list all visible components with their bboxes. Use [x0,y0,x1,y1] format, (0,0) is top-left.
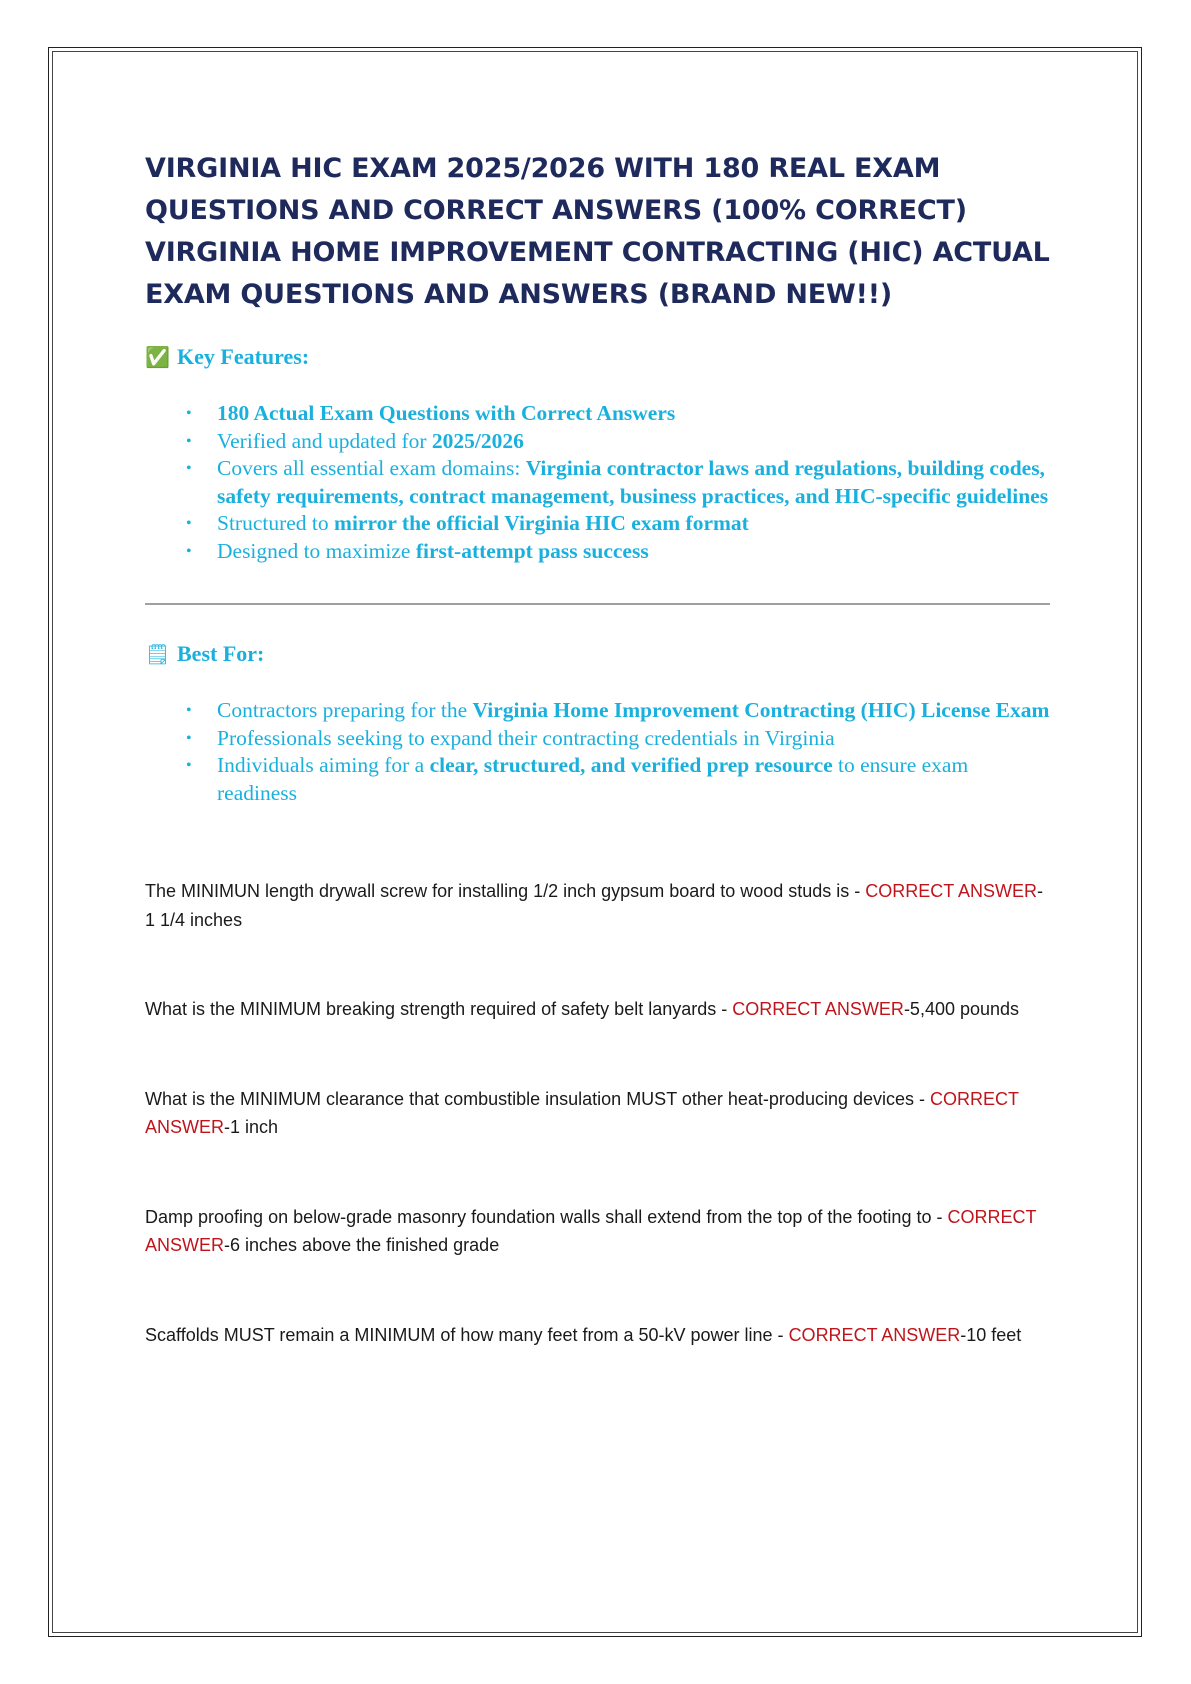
qa-item [145,877,1050,934]
list-item: • 180 Actual Exam Questions with Correct Answers [217,400,1050,428]
check-icon: ✅ [145,345,170,369]
answer-text: -1 1/4 inches [145,881,1043,930]
answer-text: -5,400 pounds [903,999,1020,1019]
list-item: • Covers all essential exam domains: Virginia contractor laws and regulations, building codes, safety requirements, contract management, business practices, and HIC-specific guidelines [186,456,1049,508]
list-item: • Contractors preparing for the Virginia Home Improvement Contracting (HIC) License Exam [217,697,1050,725]
qa-item [145,1203,1050,1260]
bullet-icon: • [186,542,192,560]
qa-item [145,1321,1050,1350]
correct-answer-label: CORRECT ANSWER [145,1088,1019,1137]
question-text: What is the MINIMUM breaking strength required of safety belt lanyards - [145,999,733,1019]
bullet-icon: • [186,757,192,774]
best-for-heading [145,641,1050,667]
question-text: The MINIMUN length drywall screw for installing 1/2 inch gypsum board to wood studs is - [145,881,866,901]
bullet-icon: • [186,432,192,450]
question-text: Scaffolds MUST remain a MINIMUM of how many feet from a 50-kV power line - [145,1324,789,1345]
key-features-heading [145,344,1050,370]
best-for-label: Best For: [177,641,265,666]
answer-text: -1 inch [224,1117,279,1137]
list-item: • Professionals seeking to expand their contracting credentials in Virginia [217,725,1050,753]
bullet-icon: • [186,405,192,422]
answer-text: -6 inches above the finished grade [224,1235,500,1255]
document-title: VIRGINIA HIC EXAM 2025/2026 WITH 180 REAL EXAM QUESTIONS AND CORRECT ANSWERS (100% CORRECT) VIRGINIA HOME IMPROVEMENT CONTRACTING (HIC) ACTUAL EXAM QUESTIONS AND ANSWERS (BRAND NEW!!) [145,153,1050,310]
qa-item [145,995,1050,1024]
list-item: • Verified and updated for 2025/2026 [217,428,1050,456]
list-item: • Individuals aiming for a clear, structured, and verified prep resource to ensure exam readiness [186,753,969,805]
key-features-label: Key Features: [177,344,310,369]
list-item: • Designed to maximize first-attempt pass success [217,538,1050,566]
correct-answer-label: CORRECT ANSWER [732,999,904,1019]
answer-text: -10 feet [960,1324,1022,1345]
qa-item [145,1085,1050,1142]
section-divider [145,603,1050,605]
question-text: Damp proofing on below-grade masonry foundation walls shall extend from the top of the footing to - [145,1206,948,1227]
correct-answer-label: CORRECT ANSWER [788,1324,961,1345]
list-icon: 🗒 [145,642,171,666]
bullet-icon: • [186,460,192,477]
best-for-list [145,697,1050,807]
correct-answer-label: CORRECT ANSWER [865,881,1037,901]
page-content [145,148,1050,1410]
qa-list [145,877,1050,1349]
bullet-icon: • [186,515,192,532]
question-text: What is the MINIMUM clearance that combustible insulation MUST other heat-producing devices - [145,1088,931,1109]
list-item: • Structured to mirror the official Virginia HIC exam format [217,510,1050,538]
correct-answer-label: CORRECT ANSWER [145,1206,1037,1255]
key-features-list [145,400,1050,565]
bullet-icon: • [186,729,192,747]
bullet-icon: • [186,702,192,719]
